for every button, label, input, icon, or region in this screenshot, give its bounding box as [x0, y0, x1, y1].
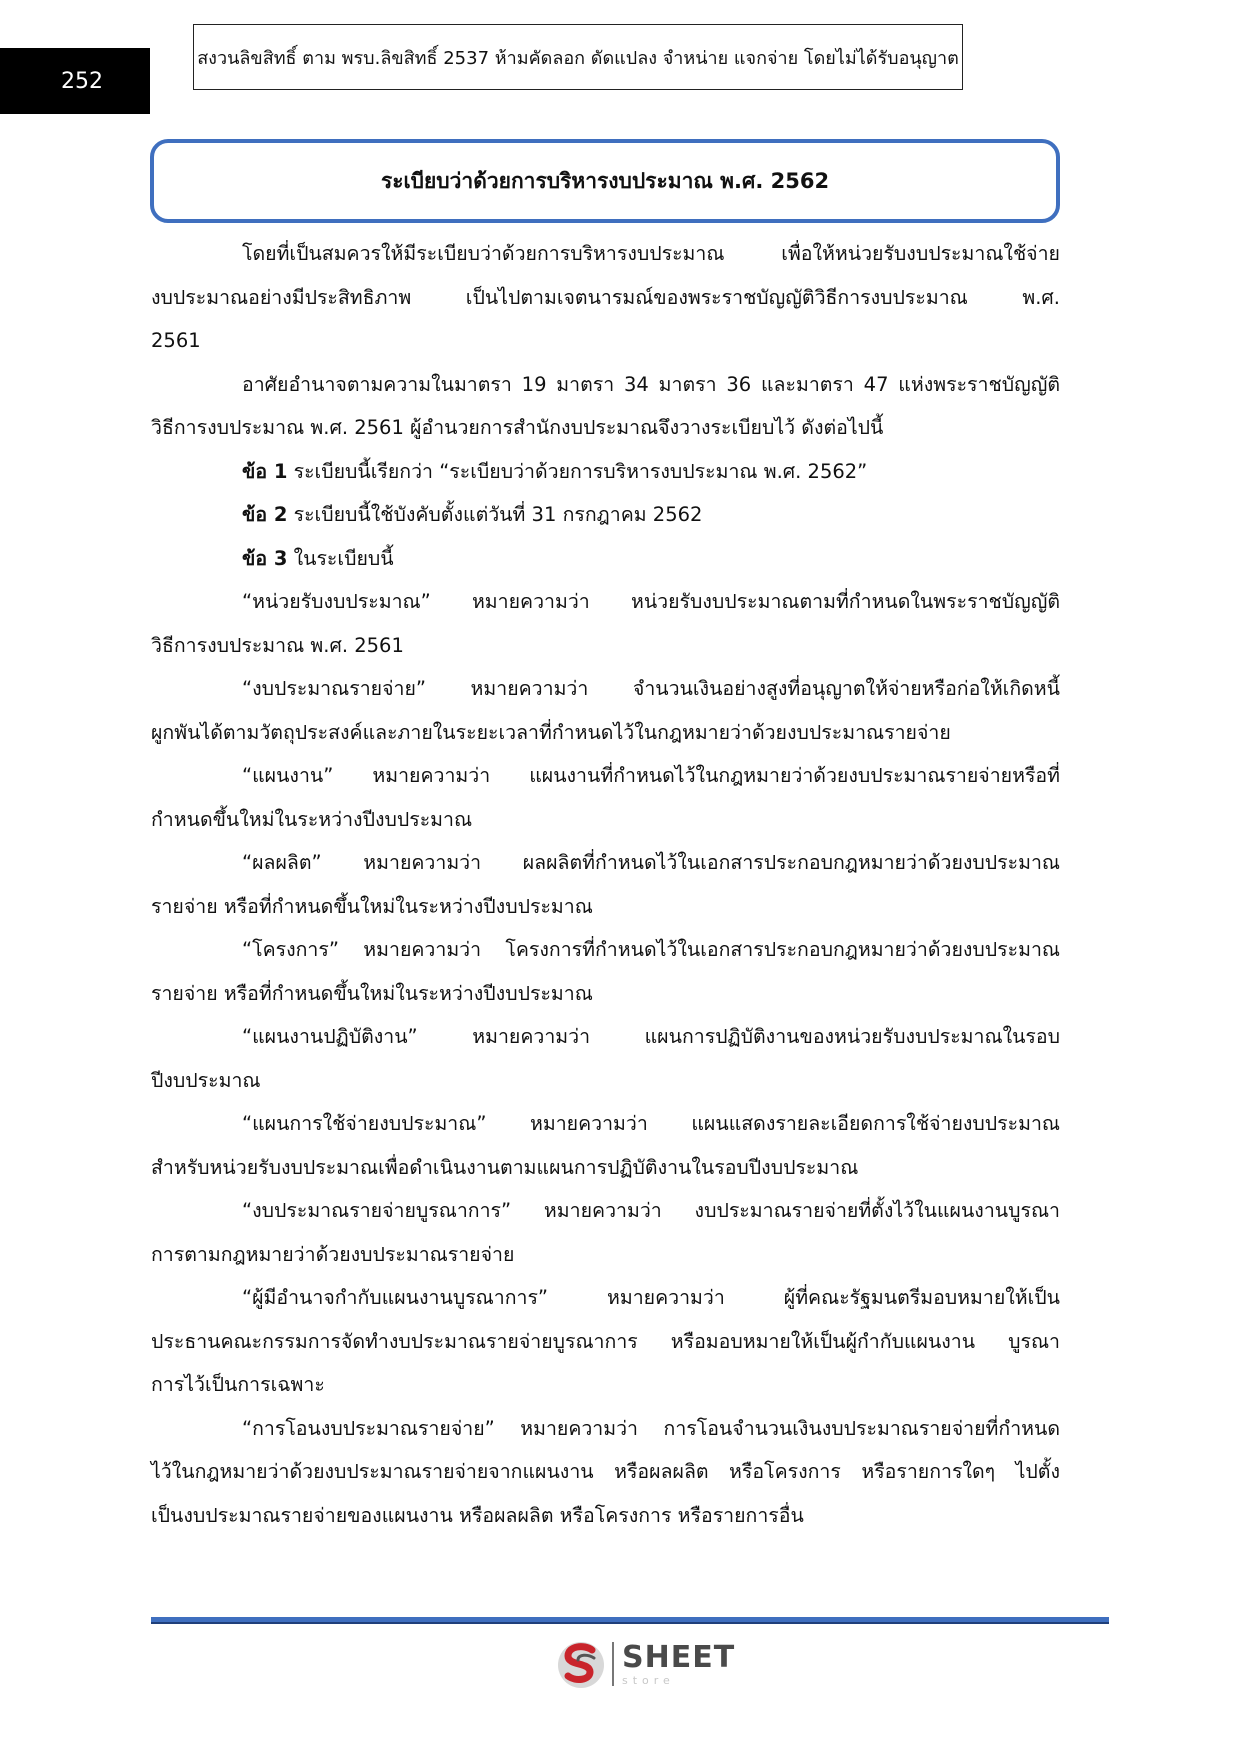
- copyright-notice-box: [193, 24, 963, 90]
- page-number: 252: [61, 68, 103, 94]
- definition-line: “งบประมาณรายจ่าย” หมายความว่า จำนวนเงินอย่างสูงที่อนุญาตให้จ่ายหรือก่อให้เกิดหนี้: [242, 677, 1060, 700]
- clause-label: ข้อ 1: [242, 459, 288, 483]
- document-title: ระเบียบว่าด้วยการบริหารงบประมาณ พ.ศ. 2562: [380, 168, 830, 193]
- preamble-line: วิธีการงบประมาณ พ.ศ. 2561 ผู้อำนวยการสำนักงบประมาณจึงวางระเบียบไว้ ดังต่อไปนี้: [151, 416, 884, 439]
- definition-line: “ผลผลิต” หมายความว่า ผลผลิตที่กำหนดไว้ในเอกสารประกอบกฎหมายว่าด้วยงบประมาณ: [242, 851, 1060, 874]
- definition-line: เป็นงบประมาณรายจ่ายของแผนงาน หรือผลผลิต หรือโครงการ หรือรายการอื่น: [151, 1503, 804, 1527]
- definition-line: ไว้ในกฎหมายว่าด้วยงบประมาณรายจ่ายจากแผนงาน หรือผลผลิต หรือโครงการ หรือรายการใดๆ ไปตั้ง: [151, 1460, 1060, 1483]
- page-number-box: [0, 48, 150, 114]
- definition-line: ปีงบประมาณ: [151, 1068, 261, 1092]
- definition-line: “แผนการใช้จ่ายงบประมาณ” หมายความว่า แผนแสดงรายละเอียดการใช้จ่ายงบประมาณ: [242, 1112, 1060, 1135]
- definition-line: การไว้เป็นการเฉพาะ: [151, 1373, 325, 1396]
- document-body: [151, 232, 1060, 1537]
- clause-text: ระเบียบนี้ใช้บังคับตั้งแต่วันที่ 31 กรกฎาคม 2562: [293, 503, 703, 526]
- clause-label: ข้อ 3: [242, 546, 288, 570]
- clause-text: ในระเบียบนี้: [293, 546, 394, 570]
- definition-line: ผูกพันได้ตามวัตถุประสงค์และภายในระยะเวลาที่กำหนดไว้ในกฎหมายว่าด้วยงบประมาณรายจ่าย: [151, 720, 951, 744]
- sheet-store-logo: [556, 1636, 735, 1692]
- preamble-line: โดยที่เป็นสมควรให้มีระเบียบว่าด้วยการบริหารงบประมาณ เพื่อให้หน่วยรับงบประมาณใช้จ่าย: [242, 242, 1060, 265]
- definition-line: รายจ่าย หรือที่กำหนดขึ้นใหม่ในระหว่างปีงบประมาณ: [151, 981, 593, 1005]
- definition-line: วิธีการงบประมาณ พ.ศ. 2561: [151, 633, 404, 657]
- definition-line: “ผู้มีอำนาจกำกับแผนงานบูรณาการ” หมายความว่า ผู้ที่คณะรัฐมนตรีมอบหมายให้เป็น: [242, 1286, 1060, 1309]
- definition-line: “การโอนงบประมาณรายจ่าย” หมายความว่า การโอนจำนวนเงินงบประมาณรายจ่ายที่กำหนด: [242, 1416, 1060, 1440]
- logo-main-text: SHEET: [622, 1639, 736, 1675]
- clause-1: [151, 450, 1060, 494]
- definition-line: การตามกฎหมายว่าด้วยงบประมาณรายจ่าย: [151, 1242, 515, 1266]
- definition-line: สำหรับหน่วยรับงบประมาณเพื่อดำเนินงานตามแผนการปฏิบัติงานในรอบปีงบประมาณ: [151, 1155, 859, 1179]
- definition-line: รายจ่าย หรือที่กำหนดขึ้นใหม่ในระหว่างปีงบประมาณ: [151, 894, 593, 918]
- logo-divider: [612, 1642, 614, 1686]
- clause-3: [151, 537, 1060, 581]
- logo-text: [622, 1639, 736, 1687]
- definition-line: “แผนงานปฏิบัติงาน” หมายความว่า แผนการปฏิบัติงานของหน่วยรับงบประมาณในรอบ: [242, 1025, 1060, 1048]
- definition-line: กำหนดขึ้นใหม่ในระหว่างปีงบประมาณ: [151, 807, 473, 831]
- preamble-line: 2561: [151, 329, 201, 352]
- definition-line: “หน่วยรับงบประมาณ” หมายความว่า หน่วยรับงบประมาณตามที่กำหนดในพระราชบัญญัติ: [242, 590, 1060, 613]
- preamble-line: อาศัยอำนาจตามความในมาตรา 19 มาตรา 34 มาตรา 36 และมาตรา 47 แห่งพระราชบัญญัติ: [242, 372, 1060, 396]
- definition-line: “งบประมาณรายจ่ายบูรณาการ” หมายความว่า งบประมาณรายจ่ายที่ตั้งไว้ในแผนงานบูรณา: [242, 1199, 1060, 1222]
- clause-text: ระเบียบนี้เรียกว่า “ระเบียบว่าด้วยการบริหารงบประมาณ พ.ศ. 2562”: [293, 459, 868, 483]
- preamble-line: งบประมาณอย่างมีประสิทธิภาพ เป็นไปตามเจตนารมณ์ของพระราชบัญญัติวิธีการงบประมาณ พ.ศ.: [151, 285, 1060, 309]
- copyright-notice: สงวนลิขสิทธิ์ ตาม พรบ.ลิขสิทธิ์ 2537 ห้ามคัดลอก ดัดแปลง จำหน่าย แจกจ่าย โดยไม่ได้รับอนุญาต: [197, 47, 959, 69]
- clause-2: [151, 493, 1060, 537]
- definition-line: “โครงการ” หมายความว่า โครงการที่กำหนดไว้ในเอกสารประกอบกฎหมายว่าด้วยงบประมาณ: [242, 938, 1060, 961]
- definition-line: ประธานคณะกรรมการจัดทำงบประมาณรายจ่ายบูรณาการ หรือมอบหมายให้เป็นผู้กำกับแผนงาน บูรณา: [151, 1329, 1060, 1353]
- sheet-store-logo-icon: [556, 1638, 606, 1690]
- definition-line: “แผนงาน” หมายความว่า แผนงานที่กำหนดไว้ในกฎหมายว่าด้วยงบประมาณรายจ่ายหรือที่: [242, 764, 1060, 787]
- logo-sub-text: store: [622, 1673, 675, 1687]
- document-title-box: [150, 139, 1060, 223]
- clause-label: ข้อ 2: [242, 503, 288, 526]
- footer-divider: [151, 1617, 1109, 1624]
